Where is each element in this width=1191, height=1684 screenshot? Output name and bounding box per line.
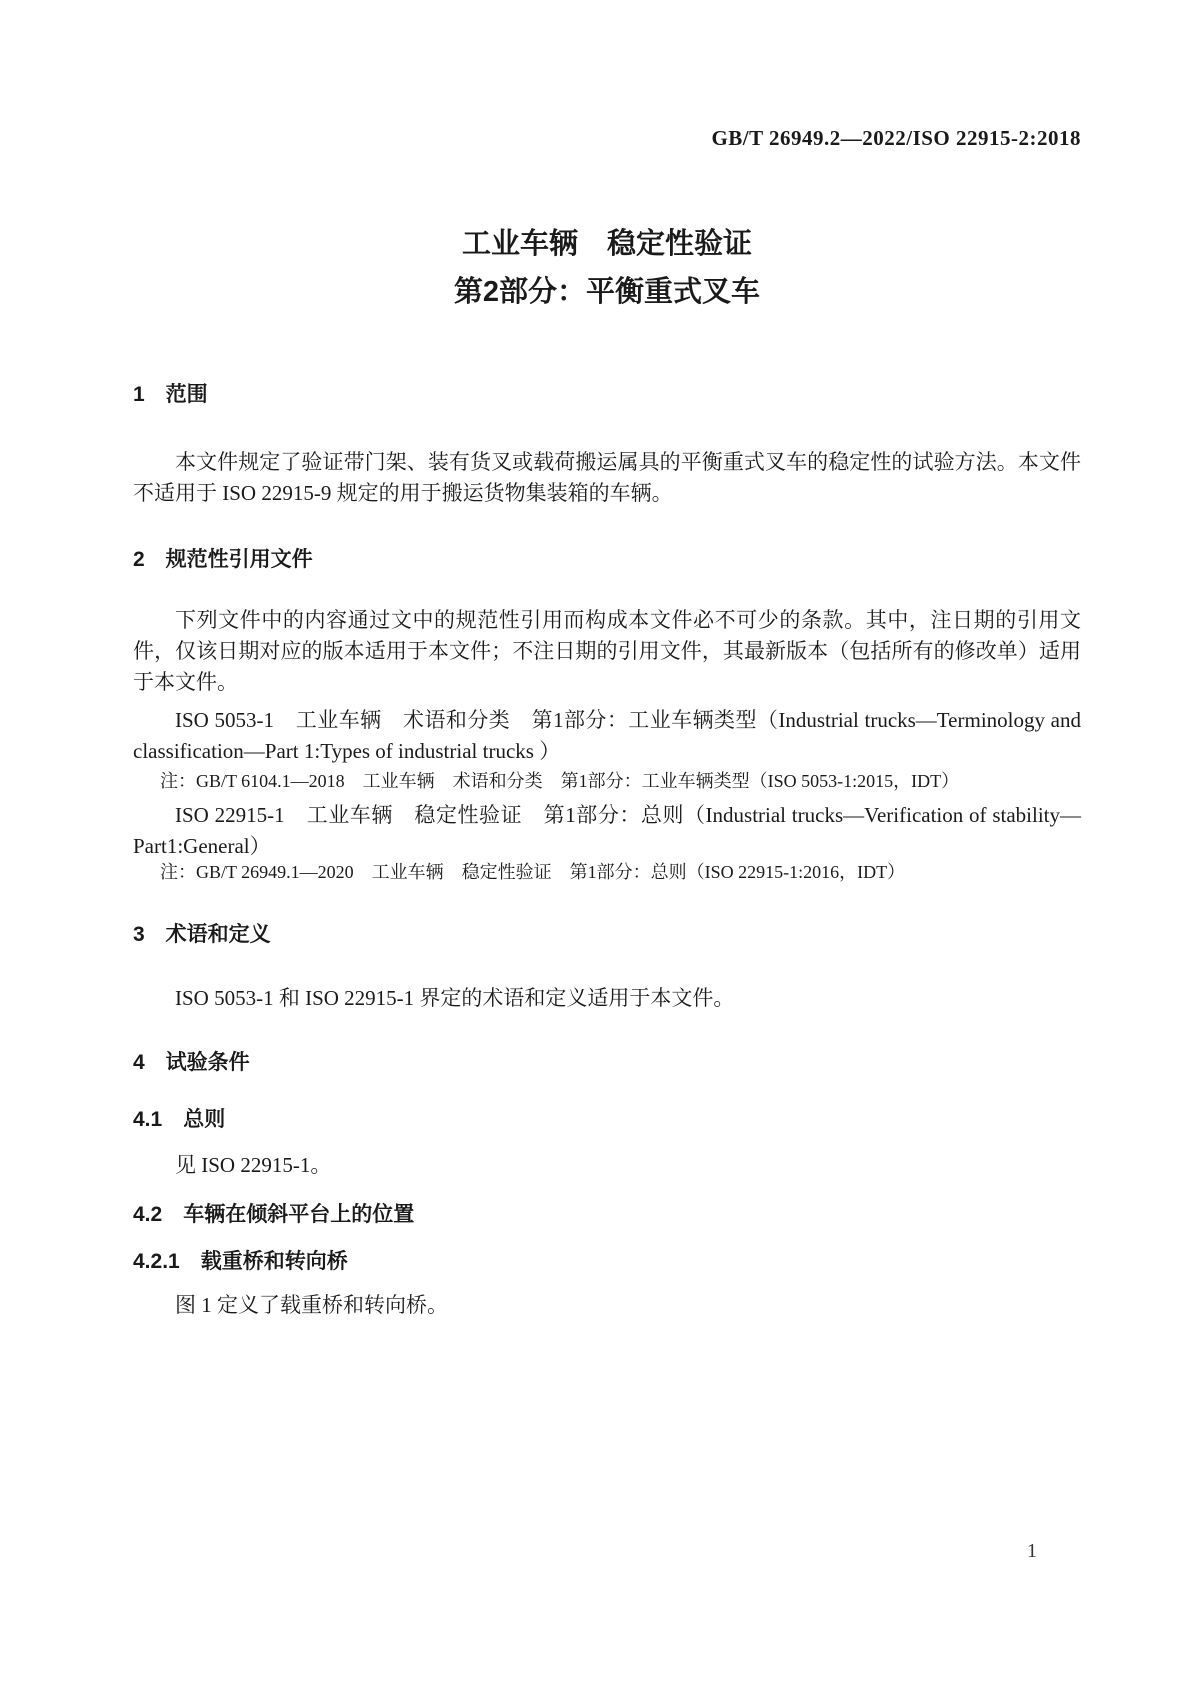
reference-iso-22915-1: ISO 22915-1 工业车辆 稳定性验证 第1部分：总则（Industrial trucks—Verification of stability—Part1:General） — [133, 803, 1081, 858]
note-gbt-26949-1: 注：GB/T 26949.1—2020 工业车辆 稳定性验证 第1部分：总则（ISO 22915-1:2016，IDT） — [160, 862, 906, 882]
document-title — [133, 220, 1081, 316]
section-4-1-heading: 4.1 总则 — [133, 1108, 226, 1131]
section-3-paragraph: ISO 5053-1 和 ISO 22915-1 界定的术语和定义适用于本文件。 — [175, 986, 735, 1010]
section-4-2-heading: 4.2 车辆在倾斜平台上的位置 — [133, 1203, 415, 1226]
section-3-heading: 3 术语和定义 — [133, 923, 271, 946]
page-number: 1 — [1027, 1540, 1037, 1562]
document-title-line2: 第2部分：平衡重式叉车 — [453, 276, 761, 308]
document-title-line1: 工业车辆 稳定性验证 — [461, 228, 752, 260]
section-4-heading: 4 试验条件 — [133, 1051, 250, 1074]
section-4-1-paragraph: 见 ISO 22915-1。 — [175, 1153, 332, 1177]
section-2-heading: 2 规范性引用文件 — [133, 548, 313, 571]
section-1-paragraph: 本文件规定了验证带门架、装有货叉或载荷搬运属具的平衡重式叉车的稳定性的试验方法。本文件不适用于 ISO 22915-9 规定的用于搬运货物集装箱的车辆。 — [133, 450, 1081, 505]
section-4-2-1-paragraph: 图 1 定义了载重桥和转向桥。 — [175, 1293, 448, 1317]
note-gbt-6104: 注：GB/T 6104.1—2018 工业车辆 术语和分类 第1部分：工业车辆类型（ISO 5053-1:2015，IDT） — [160, 771, 960, 791]
reference-iso-5053-1: ISO 5053-1 工业车辆 术语和分类 第1部分：工业车辆类型（Industrial trucks—Terminology and classification—Part 1:Types of industrial trucks ） — [133, 708, 1081, 763]
standard-code: GB/T 26949.2—2022/ISO 22915-2:2018 — [711, 126, 1081, 150]
section-4-2-1-heading: 4.2.1 载重桥和转向桥 — [133, 1250, 348, 1273]
section-2-paragraph: 下列文件中的内容通过文中的规范性引用而构成本文件必不可少的条款。其中，注日期的引用文件，仅该日期对应的版本适用于本文件；不注日期的引用文件，其最新版本（包括所有的修改单）适用于本文件。 — [133, 608, 1081, 694]
section-1-heading: 1 范围 — [133, 383, 208, 406]
